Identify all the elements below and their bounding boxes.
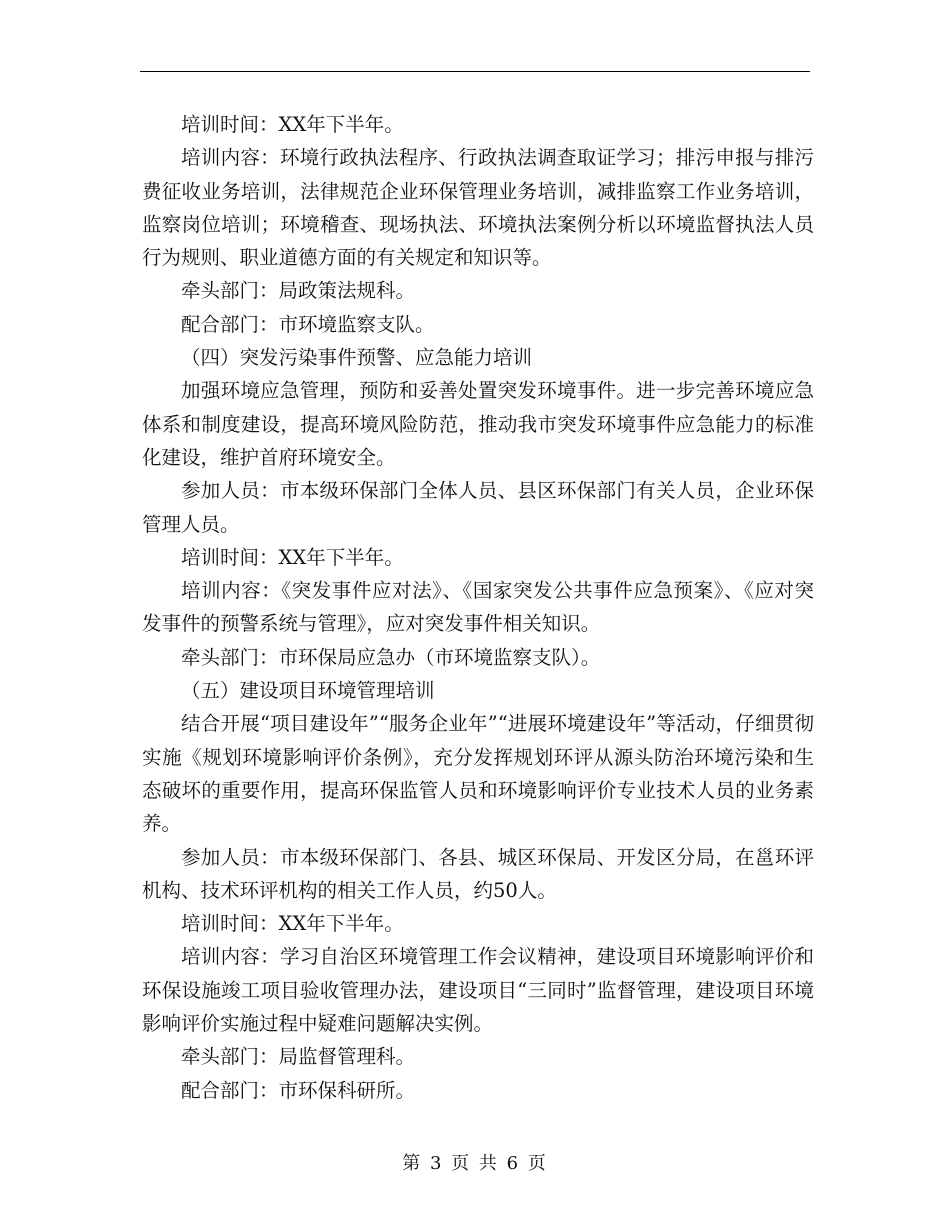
paragraph-training-time-1: 培训时间：XX年下半年。 <box>181 113 404 136</box>
paragraph-training-content-1: 培训内容：环境行政执法程序、行政执法调查取证学习；排污申报与排污费征收业务培训，法律规范企业环保管理业务培训，减排监察工作业务培训，监察岗位培训；环境稽查、现场执法、环境执法案例分析以环境监督执法人员行为规则、职业道德方面的有关规定和知识等。 <box>142 146 814 270</box>
page-number: 第 3 页 共 6 页 <box>402 1153 548 1174</box>
paragraph-lead-dept-1: 牵头部门：局政策法规科。 <box>181 279 416 303</box>
paragraph-training-time-5: 培训时间：XX年下半年。 <box>181 912 404 936</box>
paragraph-training-content-5: 培训内容：学习自治区环境管理工作会议精神，建设项目环境影响评价和环保设施竣工项目验收管理办法，建设项目“三同时”监督管理，建设项目环境影响评价实施过程中疑难问题解决实例。 <box>142 945 814 1036</box>
section-heading-5: （五）建设项目环境管理培训 <box>181 679 435 703</box>
paragraph-section-5-intro: 结合开展“项目建设年”“服务企业年”“进展环境建设年”等活动，仔细贯彻实施《规划环境影响评价条例》，充分发挥规划环评从源头防治环境污染和生态破坏的重要作用，提高环保监管人员和环境影响评价专业技术人员的业务素养。 <box>142 712 814 836</box>
paragraph-lead-dept-5: 牵头部门：局监督管理科。 <box>181 1045 416 1069</box>
paragraph-participants-4: 参加人员：市本级环保部门全体人员、县区环保部门有关人员，企业环保管理人员。 <box>142 479 814 536</box>
paragraph-training-content-4: 培训内容：《突发事件应对法》、《国家突发公共事件应急预案》、《应对突发事件的预警系统与管理》，应对突发事件相关知识。 <box>142 579 814 636</box>
document-body <box>142 108 814 1107</box>
paragraph-participants-5: 参加人员：市本级环保部门、各县、城区环保局、开发区分局，在邕环评机构、技术环评机构的相关工作人员，约50人。 <box>142 845 814 902</box>
header-rule <box>140 71 810 72</box>
paragraph-support-dept-5: 配合部门：市环保科研所。 <box>181 1078 416 1102</box>
section-heading-4: （四）突发污染事件预警、应急能力培训 <box>181 346 533 370</box>
paragraph-section-4-intro: 加强环境应急管理，预防和妥善处置突发环境事件。进一步完善环境应急体系和制度建设，提高环境风险防范，推动我市突发环境事件应急能力的标准化建设，维护首府环境安全。 <box>142 379 814 469</box>
paragraph-support-dept-1: 配合部门：市环境监察支队。 <box>181 312 435 336</box>
paragraph-training-time-4: 培训时间：XX年下半年。 <box>181 545 404 569</box>
paragraph-lead-dept-4: 牵头部门：市环保局应急办（市环境监察支队）。 <box>181 645 601 669</box>
